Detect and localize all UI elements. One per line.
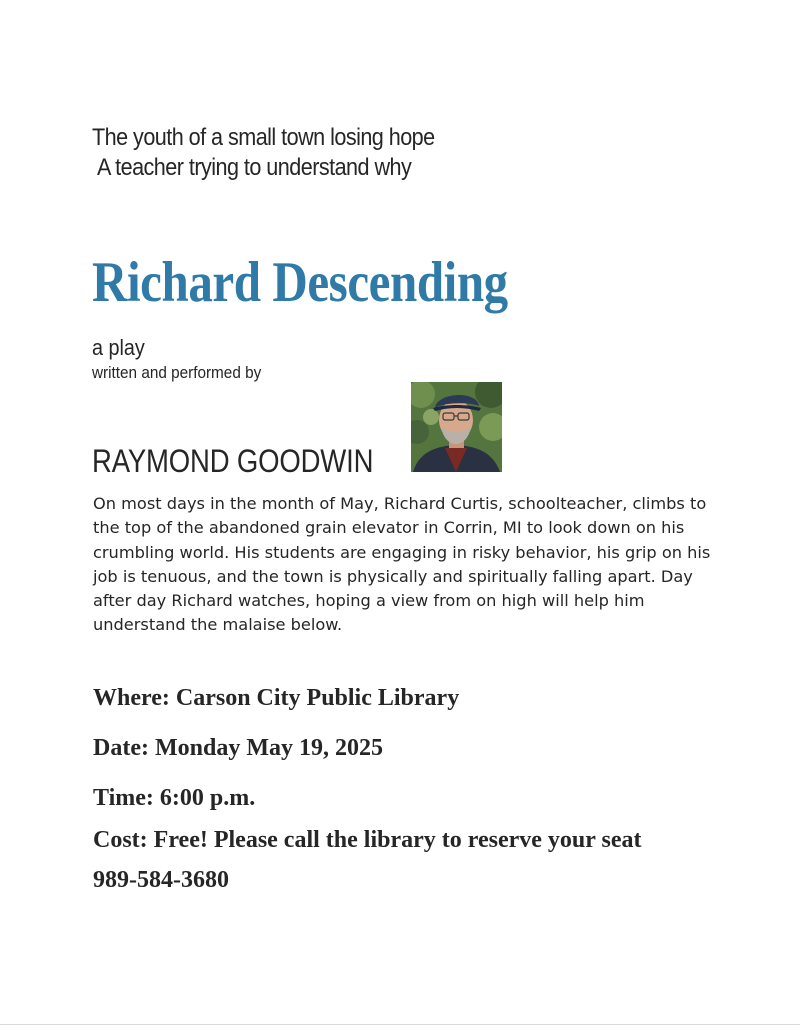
- byline: written and performed by: [92, 363, 262, 382]
- play-subtitle: a play: [92, 335, 145, 360]
- event-time: Time: 6:00 p.m.: [93, 785, 256, 811]
- event-location: Where: Carson City Public Library: [93, 685, 460, 711]
- author-photo: [411, 382, 502, 472]
- play-title: Richard Descending: [92, 251, 508, 314]
- scan-edge-line: [0, 1024, 800, 1025]
- tagline-line-2: A teacher trying to understand why: [97, 154, 412, 181]
- author-name: RAYMOND GOODWIN: [92, 443, 374, 479]
- tagline-line-1: The youth of a small town losing hope: [92, 124, 435, 151]
- event-cost: Cost: Free! Please call the library to reserve your seat: [93, 827, 642, 853]
- play-description: On most days in the month of May, Richard Curtis, schoolteacher, climbs to the top of the abandoned grain elevator in Corrin, MI to look down on his crumbling world. His students are engaging in risky behavior, his grip on his job is tenuous, and the town is physically and spiritually falling apart. Day after day Richard watches, hoping a view from on high will help him understand the malaise below.: [93, 494, 711, 635]
- library-phone: 989-584-3680: [93, 867, 229, 893]
- event-date: Date: Monday May 19, 2025: [93, 735, 383, 761]
- author-photo-image: [411, 382, 502, 472]
